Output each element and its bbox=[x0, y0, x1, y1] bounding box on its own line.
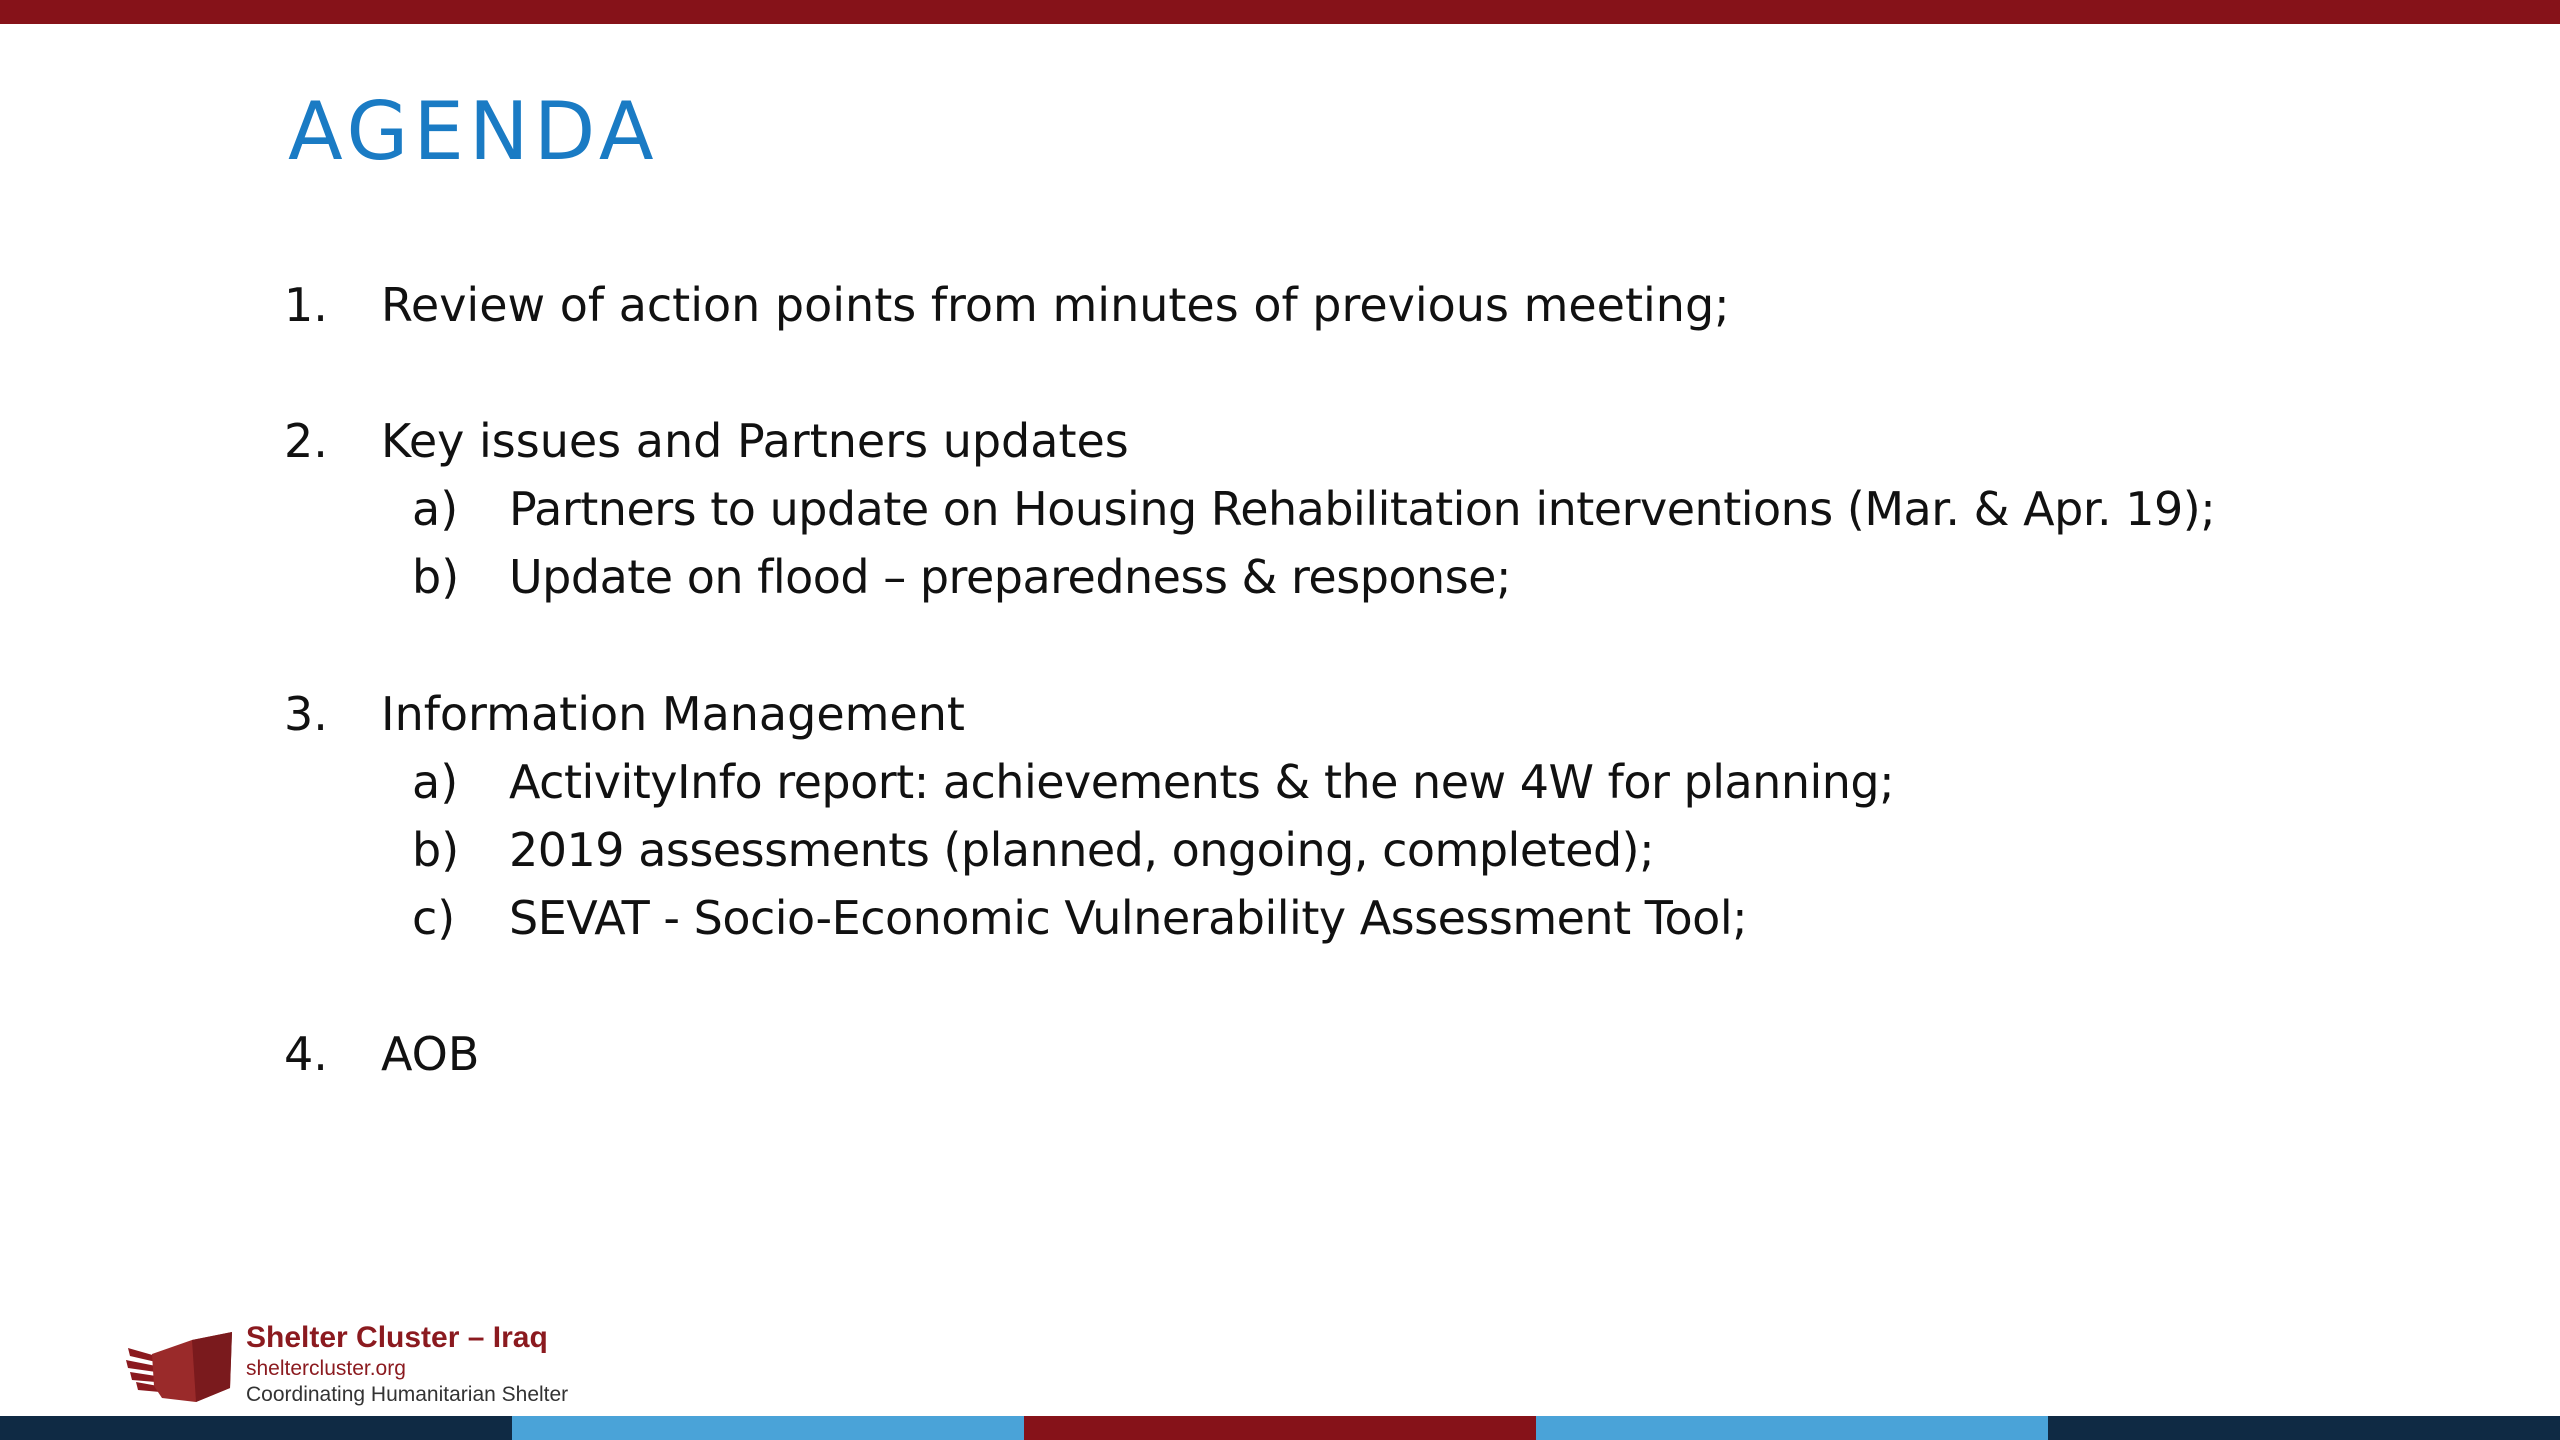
slide-title: AGENDA bbox=[288, 85, 659, 178]
agenda-item-text: Review of action points from minutes of previous meeting; bbox=[381, 278, 1730, 332]
agenda-item-number: 1. bbox=[284, 278, 328, 332]
agenda-subitem-text: SEVAT - Socio-Economic Vulnerability Assessment Tool; bbox=[509, 891, 1748, 945]
agenda-item-number: 2. bbox=[284, 414, 328, 468]
org-tagline: Coordinating Humanitarian Shelter bbox=[246, 1383, 569, 1406]
agenda-subitem-letter: b) bbox=[412, 550, 460, 604]
agenda-item-text: AOB bbox=[381, 1027, 480, 1081]
bottom-bar-segment bbox=[0, 1416, 512, 1440]
shelter-cluster-logo bbox=[126, 1320, 646, 1412]
org-url: sheltercluster.org bbox=[246, 1357, 406, 1380]
agenda-subitem-letter: b) bbox=[412, 823, 460, 877]
hand-house-icon bbox=[126, 1326, 236, 1406]
bottom-bar-segment bbox=[1024, 1416, 1536, 1440]
agenda-subitem-text: Update on flood – preparedness & response; bbox=[509, 550, 1511, 604]
bottom-bar-segment bbox=[1536, 1416, 2048, 1440]
agenda-item-text: Key issues and Partners updates bbox=[381, 414, 1129, 468]
bottom-bar-segment bbox=[2048, 1416, 2560, 1440]
bottom-bar-segment bbox=[512, 1416, 1024, 1440]
agenda-subitem-text: 2019 assessments (planned, ongoing, completed); bbox=[509, 823, 1655, 877]
agenda-item-number: 4. bbox=[284, 1027, 328, 1081]
agenda-subitem-text: Partners to update on Housing Rehabilitation interventions (Mar. & Apr. 19); bbox=[509, 482, 2216, 536]
agenda-item-text: Information Management bbox=[381, 687, 965, 741]
agenda-subitem-letter: a) bbox=[412, 755, 459, 809]
agenda-subitem-letter: a) bbox=[412, 482, 459, 536]
house-roof-shade bbox=[192, 1332, 232, 1402]
agenda-subitem-text: ActivityInfo report: achievements & the new 4W for planning; bbox=[509, 755, 1895, 809]
org-name: Shelter Cluster – Iraq bbox=[246, 1321, 548, 1354]
agenda-item-number: 3. bbox=[284, 687, 328, 741]
agenda-subitem-letter: c) bbox=[412, 891, 456, 945]
bottom-accent-bar bbox=[0, 1416, 2560, 1440]
